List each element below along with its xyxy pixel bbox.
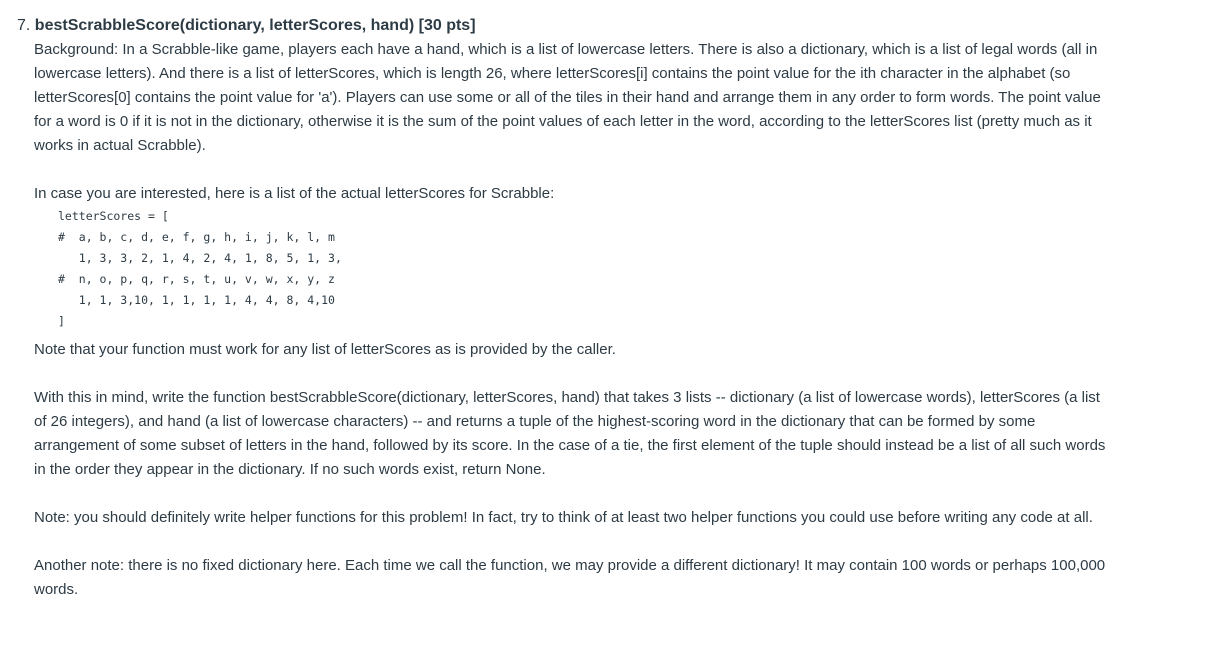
code-line: letterScores = [ xyxy=(58,209,169,223)
code-line: # n, o, p, q, r, s, t, u, v, w, x, y, z xyxy=(58,272,335,286)
problem-title: bestScrabbleScore(dictionary, letterScores, hand) [30 pts] xyxy=(34,17,476,34)
code-line: # a, b, c, d, e, f, g, h, i, j, k, l, m xyxy=(58,230,335,244)
note-helpers-paragraph: Note: you should definitely write helper functions for this problem! In fact, try to think of at least two helper functions you could use before writing any code at all. xyxy=(34,509,1093,526)
code-line: 1, 3, 3, 2, 1, 4, 2, 4, 1, 8, 5, 1, 3, xyxy=(58,251,342,265)
spacer xyxy=(34,482,1114,506)
background-paragraph: Background: In a Scrabble-like game, players each have a hand, which is a list of lowercase letters. There is also a dictionary, which is a list of legal words (all in lowercase letters). And there is a list of letterScores, which is length 26, where letterScores[i] contains the point value for the ith character in the alphabet (so letterScores[0] contains the point value for 'a'). Players can use some or all of the tiles in their hand and arrange them in any order to form words. The point value for a word is 0 if it is not in the dictionary, otherwise it is the sum of the point values of each letter in the word, according to the letterScores list (pretty much as it works in actual Scrabble). xyxy=(34,41,1101,154)
code-line: 1, 1, 3,10, 1, 1, 1, 1, 4, 4, 8, 4,10 xyxy=(58,293,335,307)
problem-heading xyxy=(17,16,476,36)
interest-intro-paragraph: In case you are interested, here is a list of the actual letterScores for Scrabble: xyxy=(34,185,555,202)
task-paragraph: With this in mind, write the function bestScrabbleScore(dictionary, letterScores, hand) that takes 3 lists -- dictionary (a list of lowercase words), letterScores (a list of 26 integers), and hand (a list of lowercase characters) -- and returns a tuple of the highest-scoring word in the dictionary that can be formed by some arrangement of some subset of letters in the hand, followed by its score. In the case of a tie, the first element of the tuple should instead be a list of all such words in the order they appear in the dictionary. If no such words exist, return None. xyxy=(34,389,1106,478)
spacer xyxy=(34,530,1114,554)
letter-scores-code-block xyxy=(58,206,1114,332)
problem-number: 7. xyxy=(17,17,31,34)
spacer xyxy=(34,158,1114,182)
problem-body xyxy=(34,38,1114,602)
note-dictionary-paragraph: Another note: there is no fixed dictionary here. Each time we call the function, we may provide a different dictionary! It may contain 100 words or perhaps 100,000 words. xyxy=(34,557,1106,598)
spacer xyxy=(34,362,1114,386)
code-line: ] xyxy=(58,314,65,328)
note-any-list-paragraph: Note that your function must work for any list of letterScores as is provided by the caller. xyxy=(34,341,616,358)
